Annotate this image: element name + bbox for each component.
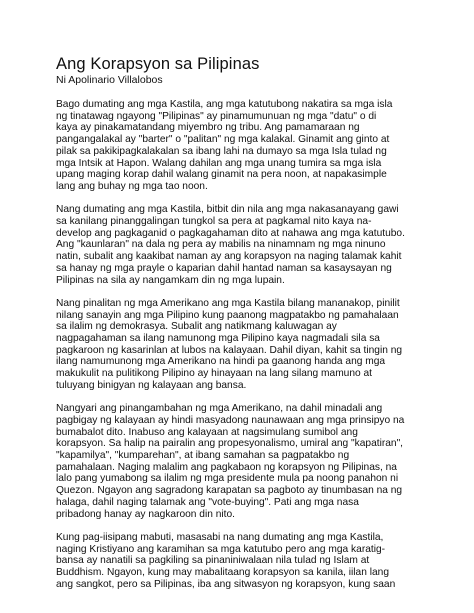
text-line: pamahalaan. Naging malalim ang pagkabaon ng korapsyon ng Pilipinas, na — [56, 461, 397, 473]
text-line: nagpagahaman sa ilang namunong mga Pilipino kaya nagmadali sila sa — [56, 333, 380, 345]
text-line: korapsyon. Sa halip na pairalin ang propesyonalismo, umiral ang "kapatiran", — [56, 438, 404, 450]
text-line: lang ang buhay ng mga tao noon. — [56, 180, 208, 192]
text-line: Ang "kaunlaran" na dala ng pera ay mabilis na ninamnam ng mga ninuno — [56, 239, 386, 251]
text-line: pagbigay ng kalayaan ay hindi masyadong naunawaan ang mga prinsipyo na — [56, 414, 405, 426]
text-line: lalo pang yumabong sa ilalim ng mga presidente mula pa noong panahon ni — [56, 473, 399, 485]
text-line: "kapamilya", "kumparehan", at ibang samahan sa pagpatakbo ng — [56, 450, 350, 462]
text-line: ilang namumunong mga Amerikano na hindi pa gaanong handa ang mga — [56, 356, 386, 368]
text-line: kaya ay pinakamatandang miyembro ng tribu. Ang pamamaraan ng — [56, 122, 360, 134]
text-line: pagkaroon ng kasarinlan at lubos na kalayaan. Dahil diyan, kahit sa tingin ng — [56, 344, 403, 356]
text-line: Kung pag-iisipang mabuti, masasabi na nang dumating ang mga Kastila, — [56, 531, 384, 543]
text-line: ang sangkot, pero sa Pilipinas, iba ang sitwasyon ng korapsyon, kung saan — [56, 578, 396, 590]
text-line: tuluyang binigyan ng kalayaan ang bansa. — [56, 379, 247, 391]
text-line: Buddhism. Ngayon, kung may mabalitaang korapsyon sa kanila, iilan lang — [56, 567, 389, 579]
text-line: Bago dumating ang mga Kastila, ang mga katutubong nakatira sa mga isla — [56, 99, 393, 110]
text-line: sa ilalim ng demokrasya. Subalit ang natikmang kaluwagan ay — [56, 321, 337, 333]
text-line: Pilipinas na sila ay nangamkam din ng mga lupain. — [56, 274, 285, 286]
text-line: upang maging korap dahil walang ginamit na pera noon, at napakasimple — [56, 169, 387, 181]
text-line: natin, subalit ang kaakibat naman ay ang korapsyon na naging talamak kahit — [56, 251, 402, 263]
text-line: Quezon. Ngayon ang sagradong karapatan sa pagboto ay tinumbasan na ng — [56, 485, 403, 497]
document-body — [56, 54, 434, 602]
text-line: bumabalot dito. Inabuso ang kalayaan at nagsimulang sumibol ang — [56, 426, 358, 438]
text-line: naging Kristiyano ang karamihan sa mga katutubo pero ang mga karatig- — [56, 543, 386, 555]
document-author: Ni Apolinario Villalobos — [56, 74, 163, 86]
paragraph-3 — [56, 298, 434, 392]
text-line: develop ang pagkaganid o pagkagahaman dito at nahawa ang mga katutubo. — [56, 227, 405, 239]
text-line: sa hanay ng mga prayle o kaparian dahil hantad naman sa kasaysayan ng — [56, 262, 392, 274]
text-line: Nang dumating ang mga Kastila, bitbit din nila ang mga nakasanayang gawi — [56, 204, 399, 216]
text-line: pilak sa pakikipagkalakalan sa ibang lahi na dumayo sa mga Isla tulad ng — [56, 145, 387, 157]
paragraph-1 — [56, 99, 434, 193]
document-title: Ang Korapsyon sa Pilipinas — [56, 55, 260, 73]
text-line: bansa ay nanatili sa pagkiling sa pinaniniwalaan nila tulad ng Islam at — [56, 555, 370, 567]
text-line: mga Intsik at Hapon. Walang dahilan ang mga unang tumira sa mga isla — [56, 157, 382, 169]
text-line: makukulit na pulitikong Pilipino ay hinayaan na lang silang mamuno at — [56, 368, 373, 380]
text-line: halaga, dahil naging talamak ang "vote-buying". Pati ang mga nasa — [56, 496, 359, 508]
text-line: ng tinatawag ngayong "Pilipinas" ay pinamumunuan ng mga "datu" o di — [56, 110, 377, 122]
text-line: sa kanilang pinanggalingan tungkol sa pera at pagkamal nito kaya na- — [56, 216, 372, 228]
paragraph-5 — [56, 532, 434, 591]
paragraph-2 — [56, 204, 434, 286]
text-line: nilang sanayin ang mga Pilipino kung paanong magpatakbo ng pamahalaan — [56, 309, 399, 321]
text-line: Nang pinalitan ng mga Amerikano ang mga Kastila bilang mananakop, pinilit — [56, 297, 400, 309]
text-line: Nangyari ang pinangambahan ng mga Amerikano, na dahil minadali ang — [56, 403, 383, 415]
text-line: pribadong hanay ay nagkaroon din nito. — [56, 508, 235, 520]
text-line: pangangalakal ay "barter" o "palitan" ng mga kalakal. Ginamit ang ginto at — [56, 134, 390, 146]
paragraph-4 — [56, 403, 434, 520]
